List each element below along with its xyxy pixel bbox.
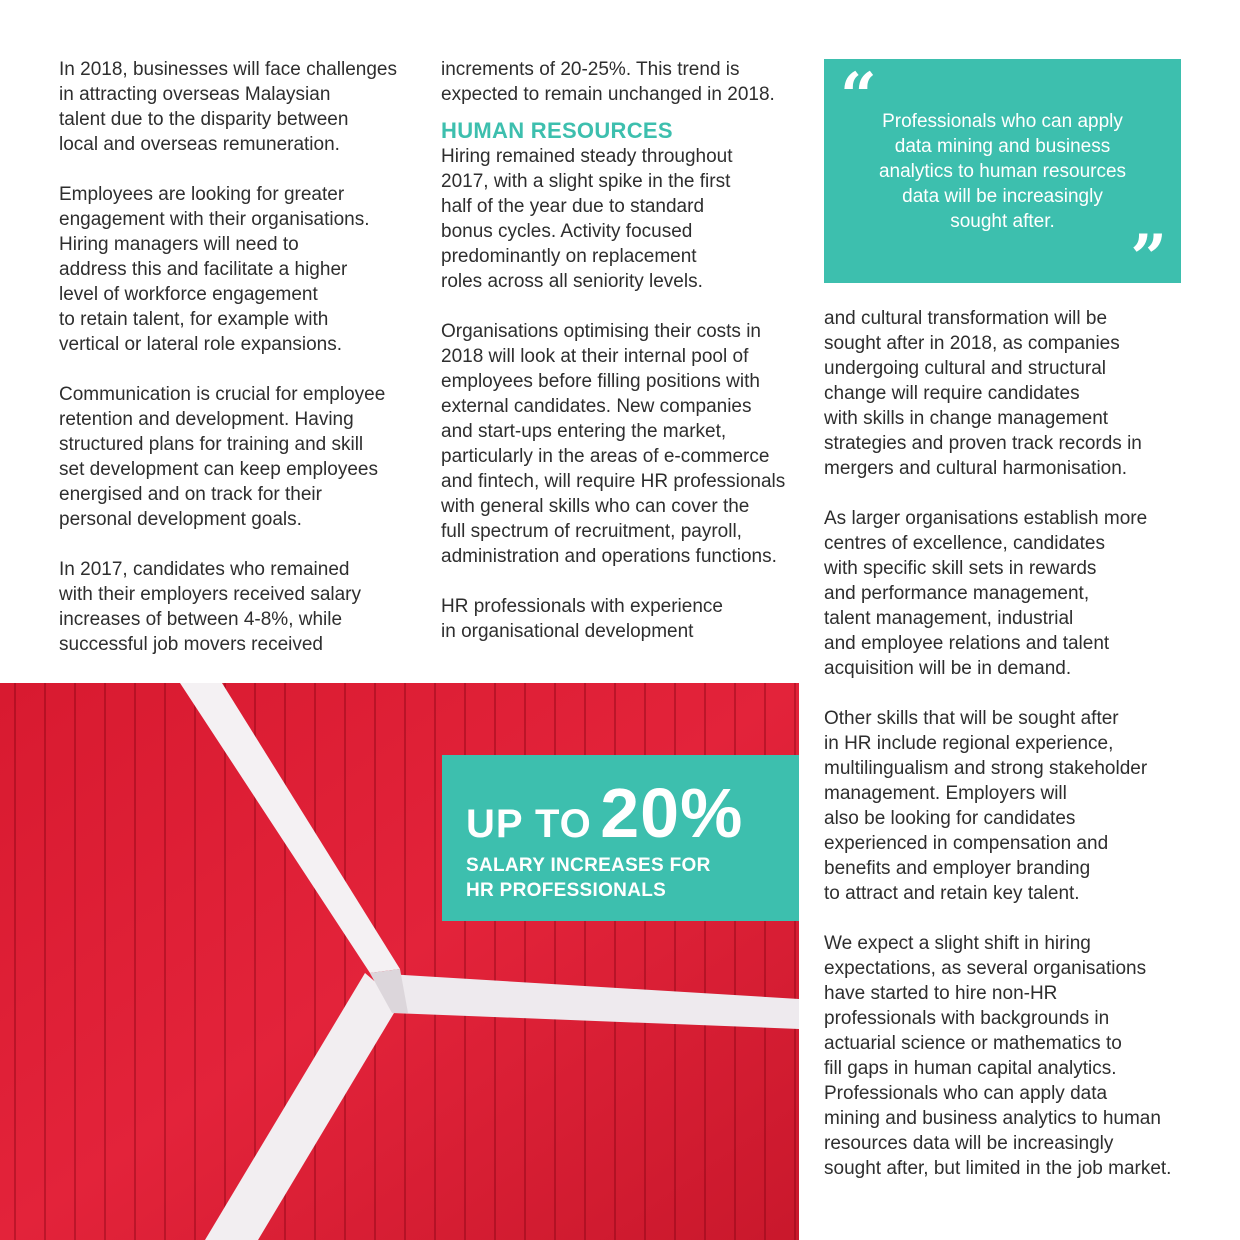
plank-seam [434, 683, 436, 1240]
text-line: level of workforce engagement [59, 284, 318, 305]
pull-quote-line: data will be increasingly [902, 186, 1103, 207]
plank-seam [164, 683, 166, 1240]
text-line: and performance management, [824, 583, 1090, 604]
text-line: We expect a slight shift in hiring [824, 933, 1091, 954]
pull-quote-line: Professionals who can apply [882, 111, 1123, 132]
text-line: structured plans for training and skill [59, 434, 364, 455]
text-line: with their employers received salary [59, 584, 362, 605]
text-line: increases of between 4-8%, while [59, 609, 343, 630]
section-heading-human-resources: HUMAN RESOURCES [441, 118, 673, 143]
pull-quote-text [854, 109, 1151, 234]
callout-subtitle-line: SALARY INCREASES FOR [466, 855, 711, 876]
paragraph-gap [59, 157, 419, 182]
text-line: resources data will be increasingly [824, 1133, 1114, 1154]
paragraph-gap [59, 357, 419, 382]
text-line: Organisations optimising their costs in [441, 321, 761, 342]
pull-quote-box [824, 59, 1181, 296]
column-middle-body [441, 144, 801, 644]
text-line: vertical or lateral role expansions. [59, 334, 343, 355]
text-line: Employees are looking for greater [59, 184, 345, 205]
text-line: professionals with backgrounds in [824, 1008, 1110, 1029]
paragraph-gap [59, 532, 419, 557]
paragraph-gap [441, 294, 801, 319]
text-line: engagement with their organisations. [59, 209, 370, 230]
text-line: management. Employers will [824, 783, 1067, 804]
text-line: in HR include regional experience, [824, 733, 1114, 754]
text-line: to retain talent, for example with [59, 309, 329, 330]
text-line: increments of 20-25%. This trend is [441, 59, 740, 80]
open-quote-icon: “ [840, 59, 877, 134]
text-line: local and overseas remuneration. [59, 134, 340, 155]
text-line: mergers and cultural harmonisation. [824, 458, 1128, 479]
plank-seam [314, 683, 316, 1240]
text-line: also be looking for candidates [824, 808, 1076, 829]
plank-seam [14, 683, 16, 1240]
paragraph-gap [824, 681, 1184, 706]
text-line: multilingualism and strong stakeholder [824, 758, 1148, 779]
text-line: centres of excellence, candidates [824, 533, 1105, 554]
text-line: 2018 will look at their internal pool of [441, 346, 749, 367]
text-line: In 2018, businesses will face challenges [59, 59, 397, 80]
text-line: roles across all seniority levels. [441, 271, 703, 292]
plank-seam [134, 683, 136, 1240]
text-line: mining and business analytics to human [824, 1108, 1161, 1129]
text-line: particularly in the areas of e-commerce [441, 446, 770, 467]
text-line: undergoing cultural and structural [824, 358, 1107, 379]
text-line: 2017, with a slight spike in the first [441, 171, 731, 192]
salary-callout-box [442, 755, 799, 921]
text-line: retention and development. Having [59, 409, 354, 430]
text-line: Hiring managers will need to [59, 234, 299, 255]
text-line: fill gaps in human capital analytics. [824, 1058, 1117, 1079]
text-line: and start-ups entering the market, [441, 421, 727, 442]
pull-quote-line: analytics to human resources [878, 161, 1127, 182]
text-line: Hiring remained steady throughout [441, 146, 733, 167]
text-line: half of the year due to standard [441, 196, 705, 217]
plank-seam [404, 683, 406, 1240]
text-line: in attracting overseas Malaysian [59, 84, 331, 105]
column-middle [441, 57, 801, 644]
column-left [59, 57, 419, 657]
text-line: sought after in 2018, as companies [824, 333, 1120, 354]
text-line: bonus cycles. Activity focused [441, 221, 693, 242]
paragraph-gap [824, 906, 1184, 931]
callout-subtitle [466, 853, 711, 903]
pull-quote-line: sought after. [950, 211, 1055, 232]
plank-seam [104, 683, 106, 1240]
text-line: change will require candidates [824, 383, 1080, 404]
plank-seam [344, 683, 346, 1240]
plank-seam [194, 683, 196, 1240]
text-line: employees before filling positions with [441, 371, 760, 392]
text-line: successful job movers received [59, 634, 323, 655]
text-line: and cultural transformation will be [824, 308, 1108, 329]
paragraph-gap [824, 481, 1184, 506]
close-quote-icon: ” [1130, 221, 1167, 296]
text-line: sought after, but limited in the job market. [824, 1158, 1172, 1179]
text-line: external candidates. New companies [441, 396, 752, 417]
text-line: experienced in compensation and [824, 833, 1109, 854]
plank-seam [74, 683, 76, 1240]
text-line: predominantly on replacement [441, 246, 697, 267]
text-line: in organisational development [441, 621, 694, 642]
text-line: acquisition will be in demand. [824, 658, 1072, 679]
text-line: actuarial science or mathematics to [824, 1033, 1122, 1054]
callout-up-to: UP TO [466, 802, 592, 846]
text-line: have started to hire non-HR [824, 983, 1058, 1004]
text-line: full spectrum of recruitment, payroll, [441, 521, 742, 542]
text-line: address this and facilitate a higher [59, 259, 348, 280]
pull-quote-line: data mining and business [894, 136, 1111, 157]
text-line: HR professionals with experience [441, 596, 723, 617]
text-line: to attract and retain key talent. [824, 883, 1080, 904]
text-line: with specific skill sets in rewards [824, 558, 1097, 579]
text-line: with general skills who can cover the [441, 496, 750, 517]
text-line: personal development goals. [59, 509, 302, 530]
text-line: and fintech, will require HR professionals [441, 471, 786, 492]
text-line: Professionals who can apply data [824, 1083, 1108, 1104]
text-line: As larger organisations establish more [824, 508, 1148, 529]
column-middle-intro [441, 57, 801, 107]
text-line: expected to remain unchanged in 2018. [441, 84, 775, 105]
text-line: expectations, as several organisations [824, 958, 1147, 979]
text-line: Communication is crucial for employee [59, 384, 386, 405]
text-line: talent due to the disparity between [59, 109, 349, 130]
plank-seam [44, 683, 46, 1240]
callout-subtitle-line: HR PROFESSIONALS [466, 880, 667, 901]
text-line: with skills in change management [824, 408, 1109, 429]
text-line: set development can keep employees [59, 459, 378, 480]
callout-headline [466, 773, 743, 853]
text-line: Other skills that will be sought after [824, 708, 1119, 729]
callout-percent: 20% [600, 774, 744, 852]
text-line: and employee relations and talent [824, 633, 1110, 654]
text-line: benefits and employer branding [824, 858, 1091, 879]
text-line: energised and on track for their [59, 484, 322, 505]
column-right [824, 306, 1184, 1181]
paragraph-gap [441, 569, 801, 594]
text-line: In 2017, candidates who remained [59, 559, 350, 580]
text-line: administration and operations functions. [441, 546, 777, 567]
text-line: talent management, industrial [824, 608, 1074, 629]
text-line: strategies and proven track records in [824, 433, 1142, 454]
plank-seam [224, 683, 226, 1240]
